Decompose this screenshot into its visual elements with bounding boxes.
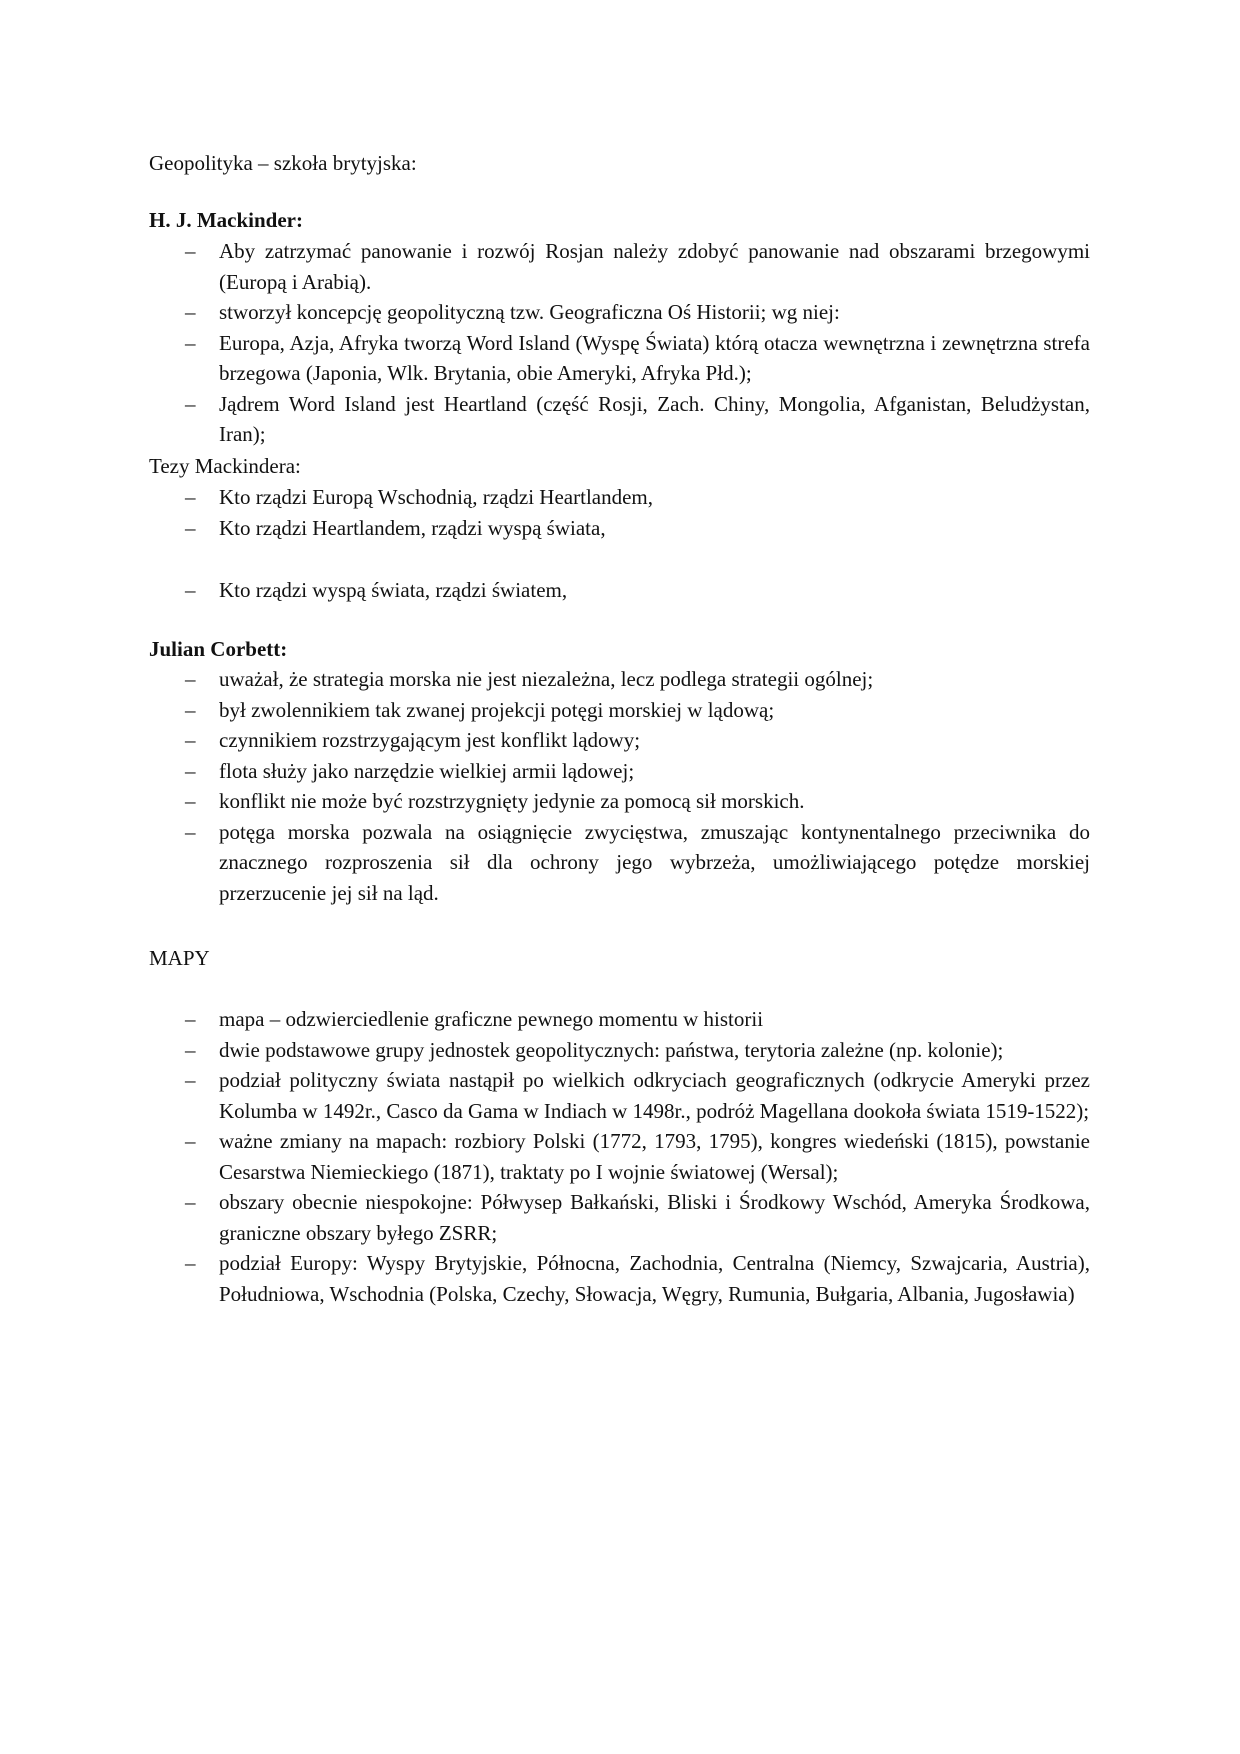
list-item: – podział Europy: Wyspy Brytyjskie, Północna, Zachodnia, Centralna (Niemcy, Szwajcaria, Austria), Południowa, Wschodnia (Polska, Czechy, Słowacja, Węgry, Rumunia, Bułgaria, Albania, Jugosławia)	[149, 1248, 1090, 1309]
list-item: – podział polityczny świata nastąpił po wielkich odkryciach geograficznych (odkrycie Ameryki przez Kolumba w 1492r., Casco da Gama w Indiach w 1498r., podróż Magellana dookoła świata 1519-1522);	[149, 1065, 1090, 1126]
document-title: Geopolityka – szkoła brytyjska:	[149, 151, 417, 175]
list-item: – uważał, że strategia morska nie jest niezależna, lecz podlega strategii ogólnej;	[149, 664, 1090, 695]
list-item: – Europa, Azja, Afryka tworzą Word Island (Wyspę Świata) którą otacza wewnętrzna i zewnętrzna strefa brzegowa (Japonia, Wlk. Brytania, obie Ameryki, Afryka Płd.);	[149, 328, 1090, 389]
mackinder-heading: H. J. Mackinder:	[149, 208, 303, 232]
mapy-heading: MAPY	[149, 946, 210, 970]
list-item: – dwie podstawowe grupy jednostek geopolitycznych: państwa, terytoria zależne (np. kolonie);	[149, 1035, 1090, 1066]
mackinder-list	[149, 236, 1090, 450]
list-item: – mapa – odzwierciedlenie graficzne pewnego momentu w historii	[149, 1004, 1090, 1035]
corbett-list	[149, 664, 1090, 908]
tezy-heading: Tezy Mackindera:	[149, 454, 301, 478]
list-item: – obszary obecnie niespokojne: Półwysep Bałkański, Bliski i Środkowy Wschód, Ameryka Środkowa, graniczne obszary byłego ZSRR;	[149, 1187, 1090, 1248]
corbett-heading: Julian Corbett:	[149, 637, 288, 661]
list-item: – Kto rządzi Europą Wschodnią, rządzi Heartlandem,	[149, 482, 1090, 513]
list-item: – konflikt nie może być rozstrzygnięty jedynie za pomocą sił morskich.	[149, 786, 1090, 817]
list-item: – stworzył koncepcję geopolityczną tzw. Geograficzna Oś Historii; wg niej:	[149, 297, 1090, 328]
list-item: – Aby zatrzymać panowanie i rozwój Rosjan należy zdobyć panowanie nad obszarami brzegowymi (Europą i Arabią).	[149, 236, 1090, 297]
mapy-list	[149, 1004, 1090, 1309]
list-item: – Jądrem Word Island jest Heartland (część Rosji, Zach. Chiny, Mongolia, Afganistan, Beludżystan, Iran);	[149, 389, 1090, 450]
list-item: – Kto rządzi wyspą świata, rządzi światem,	[149, 575, 1090, 606]
list-item: – Kto rządzi Heartlandem, rządzi wyspą świata,	[149, 513, 1090, 544]
list-item: – ważne zmiany na mapach: rozbiory Polski (1772, 1793, 1795), kongres wiedeński (1815), powstanie Cesarstwa Niemieckiego (1871), traktaty po I wojnie światowej (Wersal);	[149, 1126, 1090, 1187]
list-item: – flota służy jako narzędzie wielkiej armii lądowej;	[149, 756, 1090, 787]
list-item: – był zwolennikiem tak zwanej projekcji potęgi morskiej w lądową;	[149, 695, 1090, 726]
list-item: – potęga morska pozwala na osiągnięcie zwycięstwa, zmuszając kontynentalnego przeciwnika do znacznego rozproszenia sił dla ochrony jego wybrzeża, umożliwiającego potędze morskiej przerzucenie jej sił na ląd.	[149, 817, 1090, 909]
list-item: – czynnikiem rozstrzygającym jest konflikt lądowy;	[149, 725, 1090, 756]
tezy-list	[149, 482, 1090, 606]
